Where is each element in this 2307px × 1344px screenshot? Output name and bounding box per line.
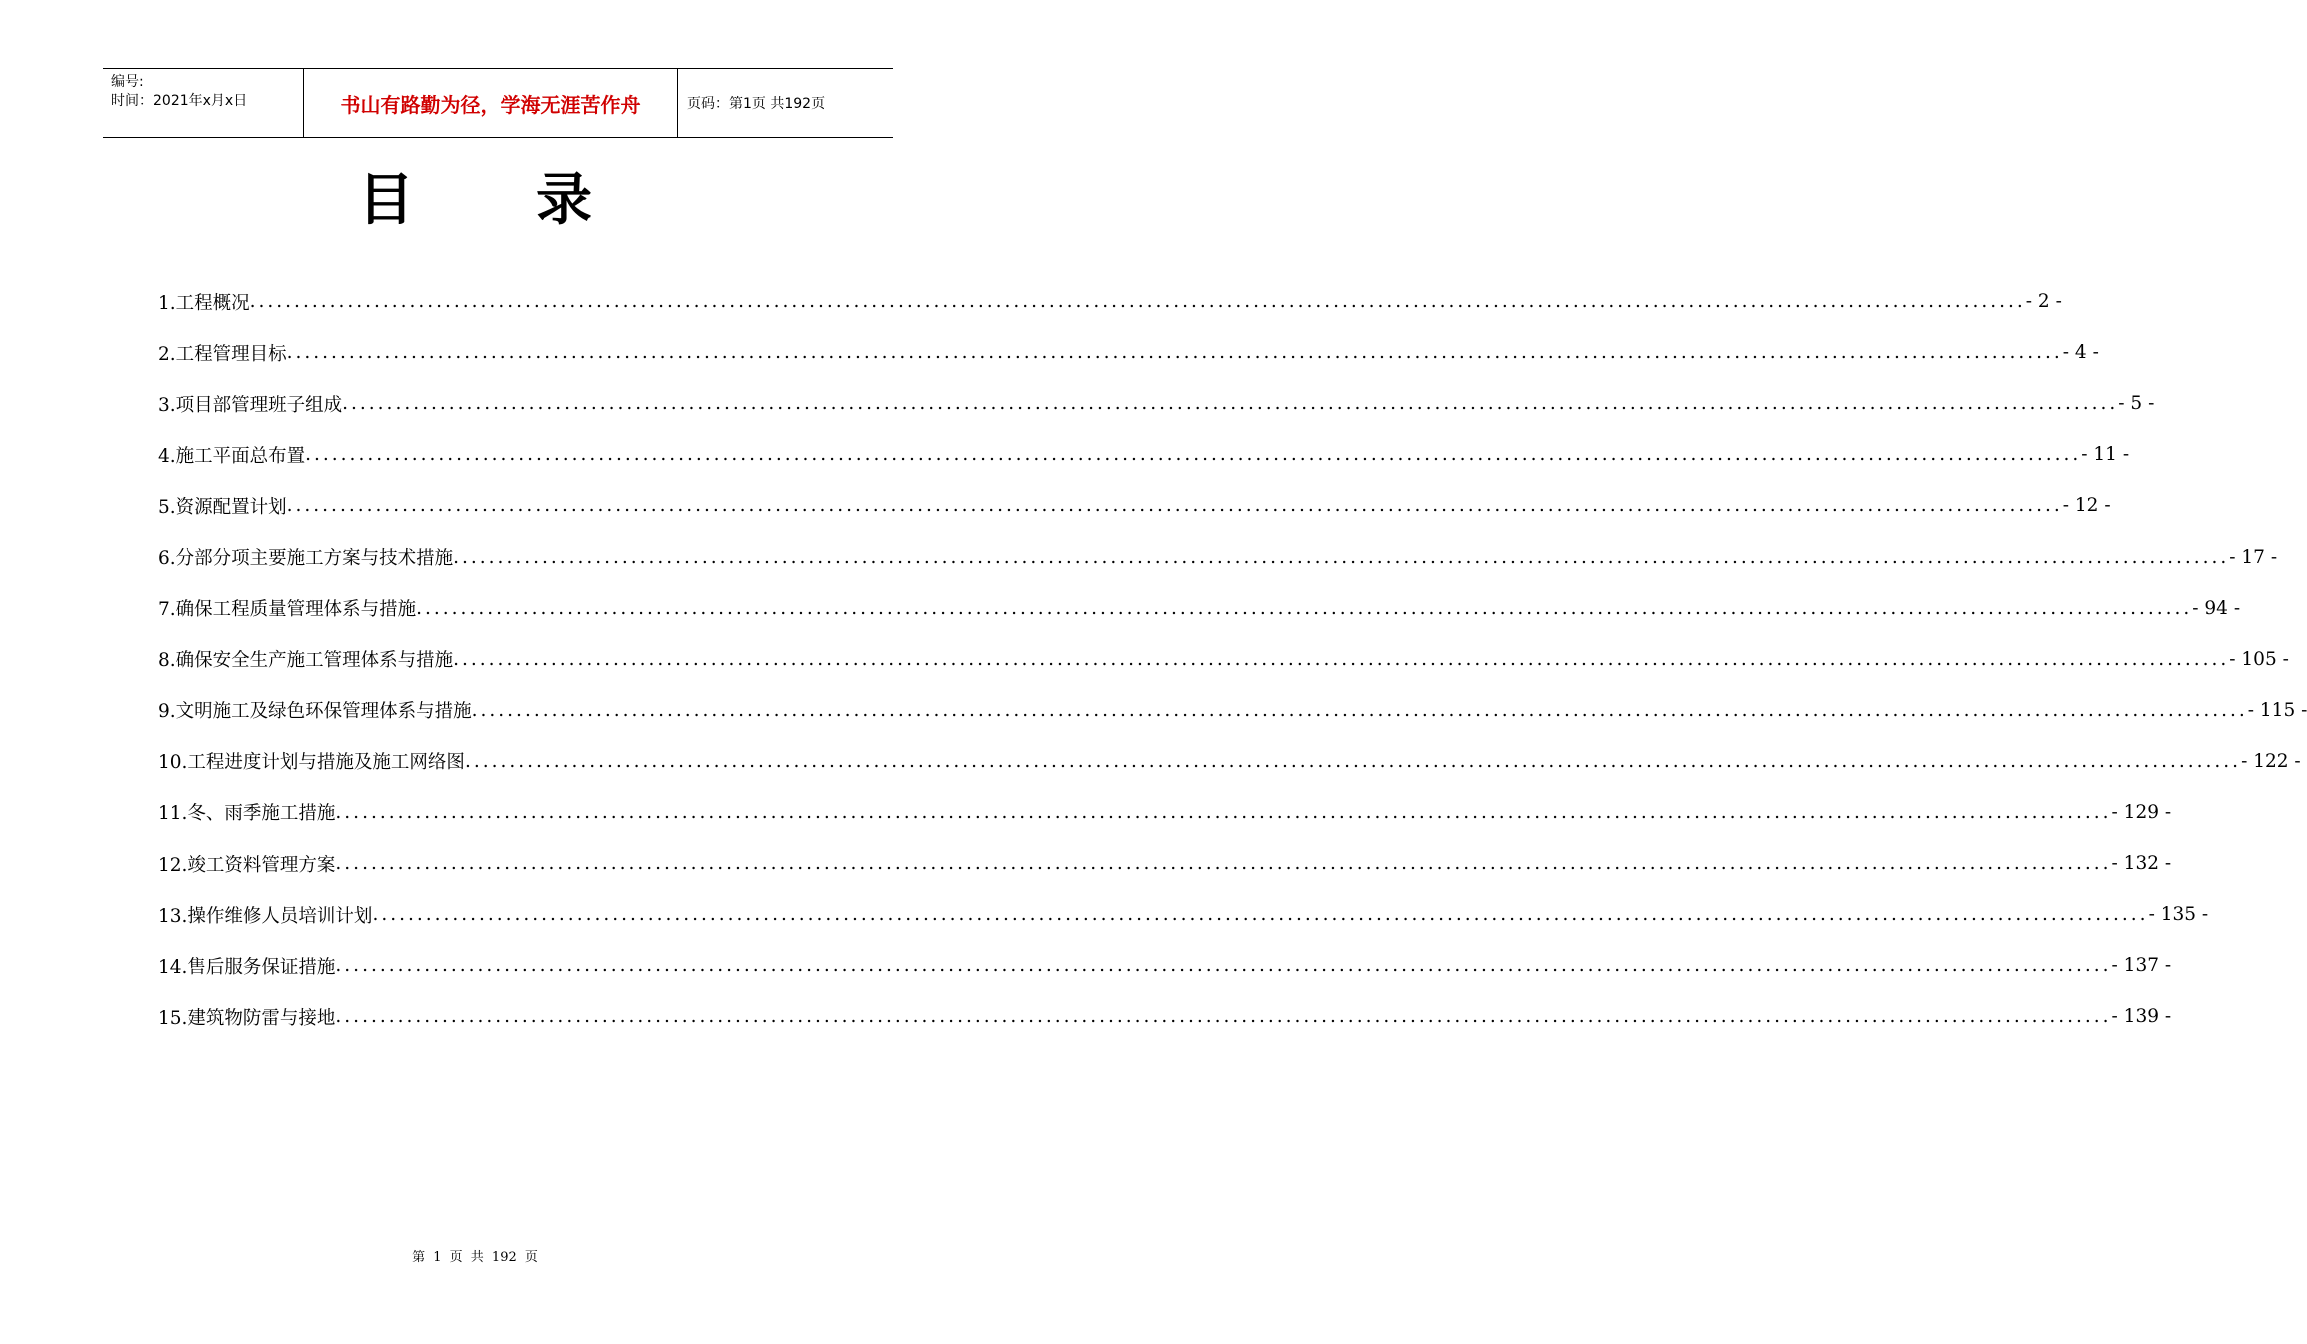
page-footer: 第 1 页 共 192 页: [412, 1250, 538, 1265]
table-of-contents: [158, 276, 2307, 1042]
toc-entry-title: 14.售后服务保证措施: [158, 956, 336, 978]
toc-entry-title: 1.工程概况: [158, 292, 250, 314]
toc-entry-page: - 94 -: [2192, 597, 2241, 619]
toc-entry-title: 7.确保工程质量管理体系与措施: [158, 599, 417, 621]
toc-entry[interactable]: [158, 736, 2301, 787]
toc-entry[interactable]: [158, 991, 2172, 1042]
toc-entry[interactable]: [158, 276, 2062, 327]
page-title: 目录: [358, 168, 714, 233]
toc-entry-title: 12.竣工资料管理方案: [158, 854, 336, 876]
toc-entry-title: 5.资源配置计划: [158, 496, 287, 518]
toc-entry[interactable]: [158, 583, 2241, 634]
toc-leader-dots: ........................................................................................................................................................................................................: [453, 546, 2230, 568]
toc-entry-page: - 12 -: [2062, 495, 2111, 517]
date-label: 时间：2021年x月x日: [111, 93, 248, 109]
toc-entry[interactable]: [158, 685, 2307, 736]
toc-leader-dots: ........................................................................................................................................................................................................: [372, 904, 2149, 926]
toc-leader-dots: ........................................................................................................................................................................................................: [286, 495, 2063, 517]
toc-leader-dots: ........................................................................................................................................................................................................: [335, 853, 2112, 875]
toc-leader-dots: ........................................................................................................................................................................................................: [335, 955, 2112, 977]
toc-leader-dots: ........................................................................................................................................................................................................: [286, 342, 2063, 364]
toc-entry[interactable]: [158, 327, 2099, 378]
toc-leader-dots: ........................................................................................................................................................................................................: [471, 699, 2248, 721]
toc-entry-page: - 5 -: [2118, 393, 2155, 415]
toc-leader-dots: ........................................................................................................................................................................................................: [453, 648, 2230, 670]
toc-entry-title: 4.施工平面总布置: [158, 445, 306, 467]
toc-entry-title: 9.文明施工及绿色环保管理体系与措施: [158, 701, 472, 723]
toc-entry[interactable]: [158, 889, 2209, 940]
toc-entry-page: - 4 -: [2062, 342, 2099, 364]
toc-entry-page: - 11 -: [2081, 444, 2130, 466]
toc-entry[interactable]: [158, 634, 2289, 685]
toc-entry-page: - 2 -: [2025, 291, 2062, 313]
toc-leader-dots: ........................................................................................................................................................................................................: [464, 750, 2242, 772]
toc-entry-page: - 132 -: [2111, 853, 2172, 875]
header-motto: 书山有路勤为径，学海无涯苦作舟: [304, 69, 678, 137]
toc-entry-page: - 105 -: [2229, 648, 2289, 670]
toc-entry-page: - 122 -: [2241, 750, 2301, 772]
number-label: 编号:: [111, 74, 144, 90]
toc-leader-dots: ........................................................................................................................................................................................................: [305, 444, 2082, 466]
toc-entry-title: 2.工程管理目标: [158, 343, 287, 365]
toc-entry-title: 11.冬、雨季施工措施: [158, 803, 336, 825]
toc-entry[interactable]: [158, 378, 2155, 429]
toc-leader-dots: ........................................................................................................................................................................................................: [335, 1006, 2112, 1028]
toc-entry-title: 3.项目部管理班子组成: [158, 394, 343, 416]
toc-entry[interactable]: [158, 429, 2130, 480]
toc-entry-title: 15.建筑物防雷与接地: [158, 1007, 336, 1029]
toc-entry-page: - 139 -: [2111, 1006, 2172, 1028]
toc-leader-dots: ........................................................................................................................................................................................................: [342, 393, 2119, 415]
page-header: [103, 68, 893, 138]
toc-entry[interactable]: [158, 838, 2172, 889]
toc-entry-title: 6.分部分项主要施工方案与技术措施: [158, 548, 454, 570]
toc-entry[interactable]: [158, 940, 2172, 991]
toc-entry[interactable]: [158, 787, 2172, 838]
toc-entry[interactable]: [158, 480, 2111, 531]
toc-entry-page: - 129 -: [2111, 801, 2172, 823]
header-page-code: 页码：第1页 共192页: [687, 96, 826, 112]
toc-entry-page: - 137 -: [2111, 955, 2172, 977]
toc-entry[interactable]: [158, 531, 2278, 582]
header-meta: [103, 69, 304, 137]
toc-leader-dots: ........................................................................................................................................................................................................: [249, 291, 2026, 313]
toc-entry-title: 8.确保安全生产施工管理体系与措施: [158, 650, 454, 672]
toc-entry-title: 10.工程进度计划与措施及施工网络图: [158, 752, 465, 774]
toc-entry-title: 13.操作维修人员培训计划: [158, 905, 373, 927]
toc-leader-dots: ........................................................................................................................................................................................................: [416, 597, 2193, 619]
toc-entry-page: - 17 -: [2229, 546, 2278, 568]
toc-entry-page: - 135 -: [2148, 904, 2209, 926]
toc-leader-dots: ........................................................................................................................................................................................................: [335, 801, 2112, 823]
toc-entry-page: - 115 -: [2247, 699, 2307, 721]
